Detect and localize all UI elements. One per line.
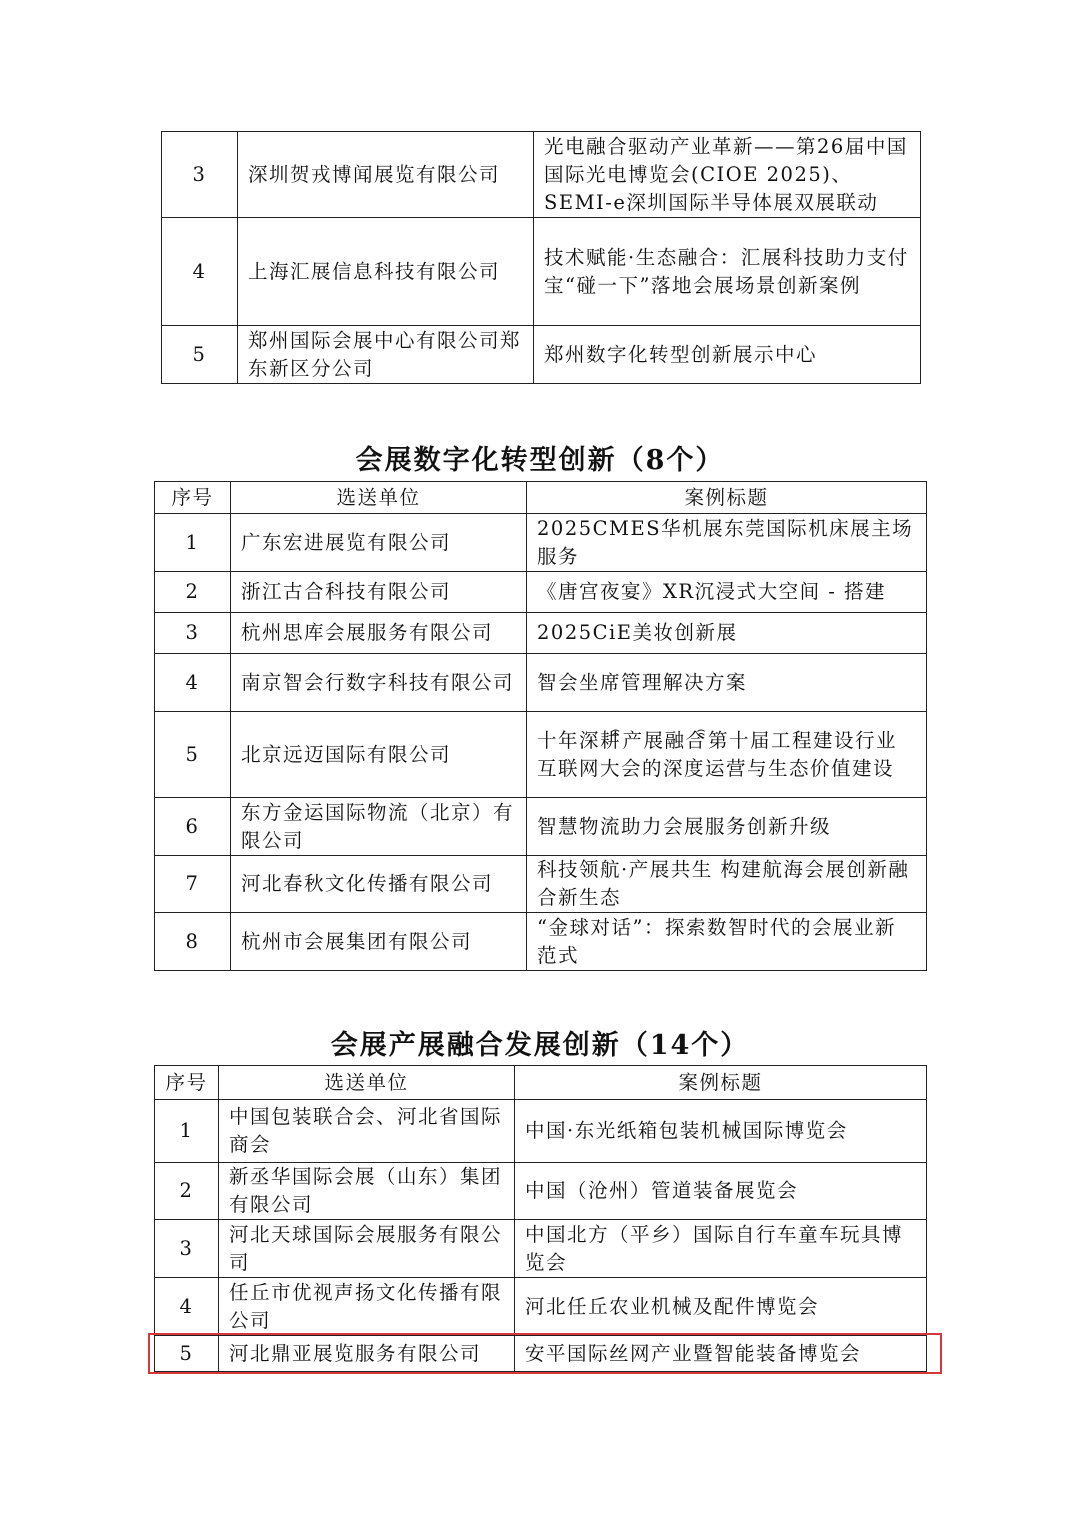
table-row (155, 798, 927, 856)
row-number: 4 (155, 654, 231, 712)
case-title-cell: 2025CMES华机展东莞国际机床展主场服务 (527, 514, 927, 572)
unit-cell: 中国包装联合会、河北省国际商会 (219, 1100, 515, 1163)
case-title-cell: 十年深耕ꩰ产展融合ꩰ第十届工程建设行业互联网大会的深度运营与生态价值建设 (527, 712, 927, 798)
case-title-cell: 《唐宫夜宴》XR沉浸式大空间 - 搭建 (527, 572, 927, 613)
header-case: 案例标题 (527, 482, 927, 514)
unit-cell: 河北鼎亚展览服务有限公司 (219, 1336, 515, 1372)
header-unit: 选送单位 (219, 1066, 515, 1100)
unit-cell: 北京远迈国际有限公司 (231, 712, 527, 798)
table-row (155, 654, 927, 712)
case-title-cell: 中国·东光纸箱包装机械国际博览会 (515, 1100, 927, 1163)
table-row (155, 613, 927, 654)
unit-cell: 深圳贺戎博闻展览有限公司 (238, 132, 534, 218)
table-row (162, 218, 921, 326)
unit-cell: 郑州国际会展中心有限公司郑东新区分公司 (238, 326, 534, 384)
table-row (155, 712, 927, 798)
table-row (155, 856, 927, 913)
table-row (155, 572, 927, 613)
case-title-cell: 技术赋能·生态融合：汇展科技助力支付宝“碰一下”落地会展场景创新案例 (534, 218, 921, 326)
unit-cell: 任丘市优视声扬文化传播有限公司 (219, 1278, 515, 1336)
row-number: 1 (155, 1100, 219, 1163)
section-title: 会展产展融合发展创新（14个） (330, 1030, 750, 1061)
row-number: 2 (155, 1163, 219, 1220)
row-number: 3 (162, 132, 238, 218)
table-row (155, 913, 927, 971)
case-title-cell: 中国（沧州）管道装备展览会 (515, 1163, 927, 1220)
unit-cell: 河北天球国际会展服务有限公司 (219, 1220, 515, 1278)
table-row (155, 1220, 927, 1278)
table-row (162, 326, 921, 384)
unit-cell: 东方金运国际物流（北京）有限公司 (231, 798, 527, 856)
case-title-cell: 郑州数字化转型创新展示中心 (534, 326, 921, 384)
case-title-cell: 中国北方（平乡）国际自行车童车玩具博览会 (515, 1220, 927, 1278)
header-case: 案例标题 (515, 1066, 927, 1100)
unit-cell: 河北春秋文化传播有限公司 (231, 856, 527, 913)
case-title-cell: 光电融合驱动产业革新——第26届中国国际光电博览会(CIOE 2025)、SEMI-e深圳国际半导体展双展联动 (534, 132, 921, 218)
table-row (155, 1100, 927, 1163)
highlight-box (148, 1333, 942, 1374)
case-title-cell: 安平国际丝网产业暨智能装备博览会 (515, 1336, 927, 1372)
row-number: 7 (155, 856, 231, 913)
unit-cell: 南京智会行数字科技有限公司 (231, 654, 527, 712)
table-continued (161, 131, 921, 384)
table-row (155, 1163, 927, 1220)
row-number: 3 (155, 1220, 219, 1278)
case-title-cell: 智会坐席管理解决方案 (527, 654, 927, 712)
table-row (155, 514, 927, 572)
row-number: 5 (162, 326, 238, 384)
table-row (162, 132, 921, 218)
case-title-cell: 科技领航·产展共生 构建航海会展创新融合新生态 (527, 856, 927, 913)
industry-integration-table (154, 1065, 927, 1372)
table-header-row (155, 482, 927, 514)
row-number: 3 (155, 613, 231, 654)
header-number: 序号 (155, 482, 231, 514)
header-number: 序号 (155, 1066, 219, 1100)
unit-cell: 广东宏进展览有限公司 (231, 514, 527, 572)
unit-cell: 上海汇展信息科技有限公司 (238, 218, 534, 326)
row-number: 6 (155, 798, 231, 856)
case-title-cell: “金球对话”：探索数智时代的会展业新范式 (527, 913, 927, 971)
table-row (155, 1278, 927, 1336)
case-title-cell: 2025CiE美妆创新展 (527, 613, 927, 654)
row-number: 2 (155, 572, 231, 613)
table-header-row (155, 1066, 927, 1100)
row-number: 4 (162, 218, 238, 326)
unit-cell: 新丞华国际会展（山东）集团有限公司 (219, 1163, 515, 1220)
row-number: 4 (155, 1278, 219, 1336)
row-number: 8 (155, 913, 231, 971)
unit-cell: 杭州思库会展服务有限公司 (231, 613, 527, 654)
row-number: 5 (155, 712, 231, 798)
section-title: 会展数字化转型创新（8个） (355, 445, 725, 476)
unit-cell: 杭州市会展集团有限公司 (231, 913, 527, 971)
case-title-cell: 河北任丘农业机械及配件博览会 (515, 1278, 927, 1336)
digital-transformation-table (154, 481, 927, 971)
row-number: 5 (155, 1336, 219, 1372)
case-title-cell: 智慧物流助力会展服务创新升级 (527, 798, 927, 856)
row-number: 1 (155, 514, 231, 572)
unit-cell: 浙江古合科技有限公司 (231, 572, 527, 613)
header-unit: 选送单位 (231, 482, 527, 514)
